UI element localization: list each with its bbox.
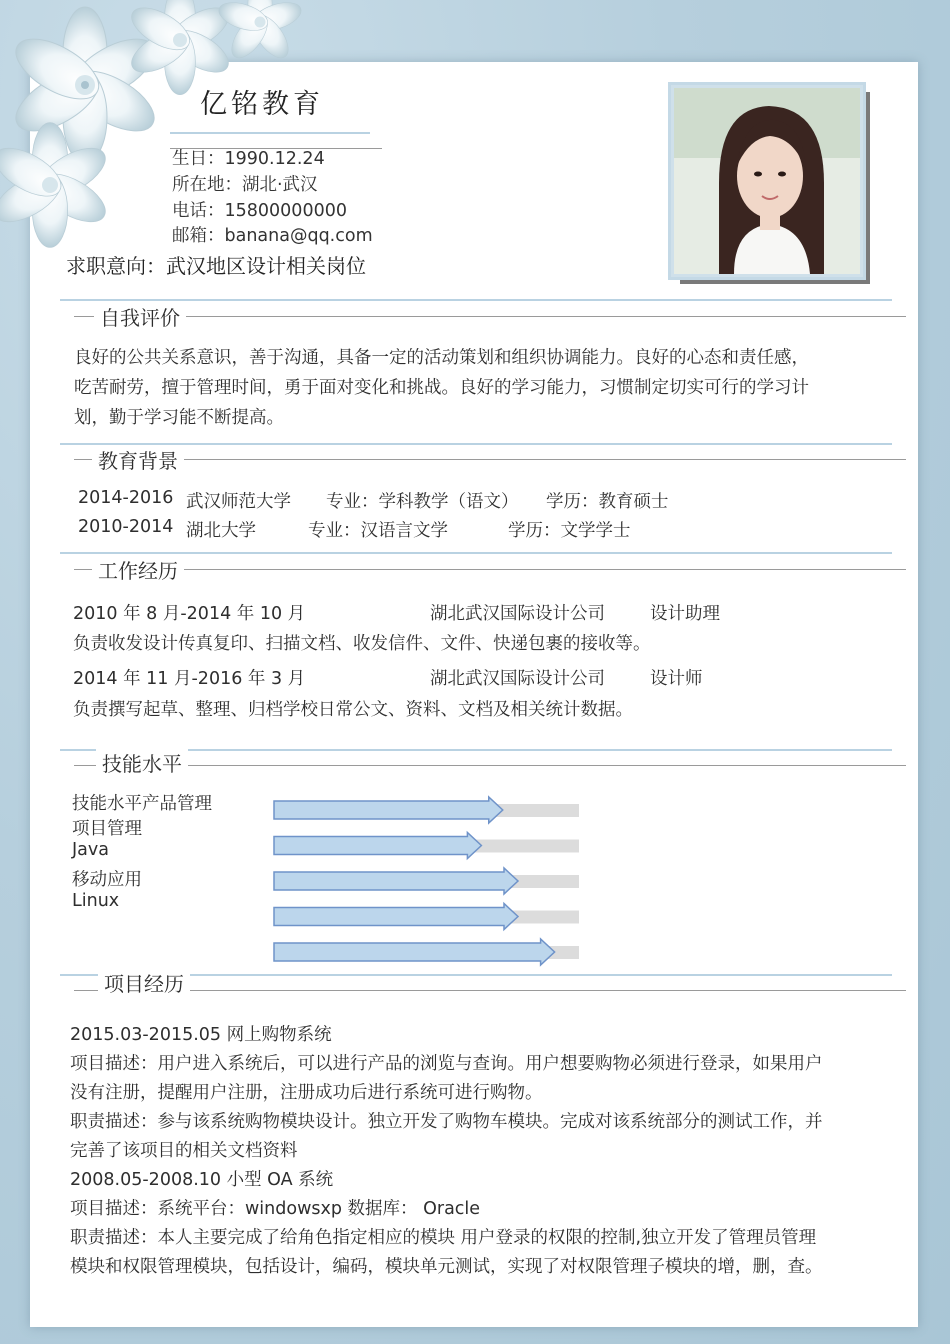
section-line-blue <box>60 443 892 445</box>
project-line: 职责描述：参与该系统购物模块设计。独立开发了购物车模块。完成对该系统部分的测试工作，并 <box>70 1112 823 1132</box>
self-eval-text <box>74 343 894 433</box>
edu-period: 2014-2016 <box>78 488 174 508</box>
edu-school: 湖北大学 <box>186 521 256 541</box>
section-title-self-eval: 自我评价 <box>94 302 186 331</box>
work-company: 湖北武汉国际设计公司 <box>430 669 605 689</box>
skill-level-arrow <box>274 939 555 965</box>
self-eval-line: 良好的公共关系意识，善于沟通，具备一定的活动策划和组织协调能力。良好的心态和责任感， <box>74 348 809 368</box>
work-company: 湖北武汉国际设计公司 <box>430 604 605 624</box>
phone: 电话：15800000000 <box>172 201 347 221</box>
projects-text <box>70 1021 900 1282</box>
skill-level-arrow <box>274 797 503 823</box>
section-line-gray <box>74 459 906 460</box>
skill-label: 技能水平产品管理 <box>72 794 212 814</box>
edu-major: 专业：汉语言文学 <box>308 521 448 541</box>
project-line: 2015.03-2015.05 网上购物系统 <box>70 1025 332 1045</box>
work-desc: 负责撰写起草、整理、归档学校日常公文、资料、文档及相关统计数据。 <box>73 700 633 720</box>
skill-level-arrow <box>274 833 481 859</box>
section-line-blue <box>60 552 892 554</box>
section-title-projects: 项目经历 <box>98 968 190 997</box>
skill-label: Linux <box>72 891 120 911</box>
self-eval-line: 吃苦耐劳，擅于管理时间，勇于面对变化和挑战。良好的学习能力，习惯制定切实可行的学习计 <box>74 378 809 398</box>
name-underline-blue <box>170 132 370 134</box>
edu-period: 2010-2014 <box>78 517 174 537</box>
edu-school: 武汉师范大学 <box>186 492 291 512</box>
work-period: 2010 年 8 月-2014 年 10 月 <box>73 604 306 624</box>
section-line-gray <box>74 765 906 766</box>
skill-level-arrow <box>274 868 518 894</box>
project-line: 项目描述：用户进入系统后，可以进行产品的浏览与查询。用户想要购物必须进行登录，如果用户 <box>70 1054 823 1074</box>
section-line-gray <box>74 990 906 991</box>
section-title-skills: 技能水平 <box>96 748 188 777</box>
skill-label: 移动应用 <box>72 870 142 890</box>
candidate-name: 亿铭教育 <box>200 89 324 120</box>
skill-bars <box>268 790 588 970</box>
project-line: 模块和权限管理模块，包括设计，编码，模块单元测试，实现了对权限管理子模块的增，删，查。 <box>70 1257 823 1277</box>
edu-degree: 学历：教育硕士 <box>546 492 669 512</box>
section-title-work: 工作经历 <box>92 555 184 584</box>
work-title: 设计助理 <box>650 604 720 624</box>
birth-date: 生日：1990.12.24 <box>172 149 325 169</box>
skill-level-arrow <box>274 904 518 930</box>
work-title: 设计师 <box>650 669 703 689</box>
project-line: 完善了该项目的相关文档资料 <box>70 1141 298 1161</box>
location: 所在地：湖北·武汉 <box>172 175 318 195</box>
skill-label: 项目管理 <box>72 819 142 839</box>
self-eval-line: 划，勤于学习能不断提高。 <box>74 408 284 428</box>
work-desc: 负责收发设计传真复印、扫描文档、收发信件、文件、快递包裹的接收等。 <box>73 634 651 654</box>
project-line: 项目描述：系统平台：windowsxp 数据库： Oracle <box>70 1199 481 1219</box>
skill-label: Java <box>72 840 109 860</box>
project-line: 职责描述：本人主要完成了给角色指定相应的模块 用户登录的权限的控制,独立开发了管理员管理 <box>70 1228 817 1248</box>
work-period: 2014 年 11 月-2016 年 3 月 <box>73 669 306 689</box>
edu-major: 专业：学科教学（语文） <box>326 492 519 512</box>
project-line: 2008.05-2008.10 小型 OA 系统 <box>70 1170 334 1190</box>
edu-degree: 学历：文学学士 <box>508 521 631 541</box>
section-line-blue <box>60 299 892 301</box>
project-line: 没有注册，提醒用户注册，注册成功后进行系统可进行购物。 <box>70 1083 543 1103</box>
section-line-gray <box>74 316 906 317</box>
section-title-education: 教育背景 <box>92 445 184 474</box>
job-intent: 求职意向：武汉地区设计相关岗位 <box>66 254 366 278</box>
email: 邮箱：banana@qq.com <box>172 226 373 246</box>
portrait-photo <box>668 82 866 280</box>
portrait-image <box>674 88 860 274</box>
section-line-gray <box>74 569 906 570</box>
